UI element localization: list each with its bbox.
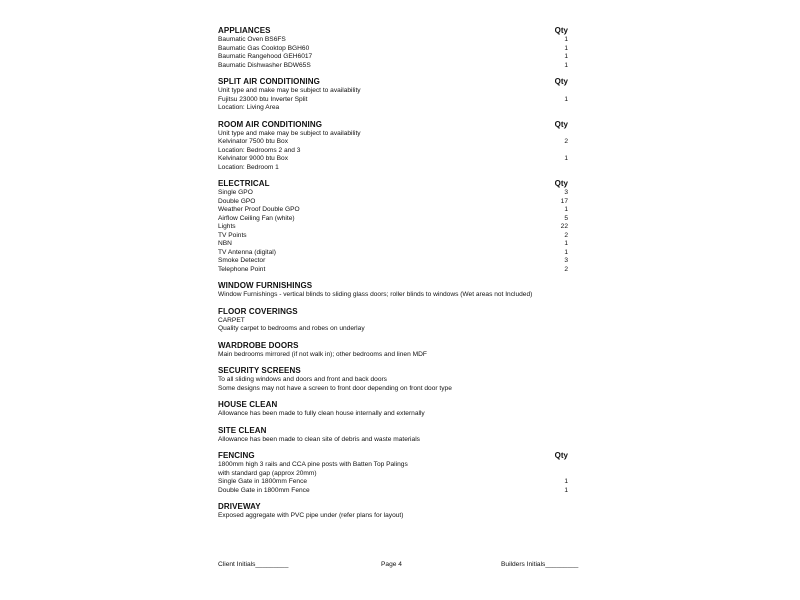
section-title: SECURITY SCREENS [218, 366, 301, 375]
section-title: SITE CLEAN [218, 425, 267, 435]
section-header [218, 307, 568, 317]
section-title: FENCING [218, 451, 255, 460]
line-item-qty: 1 [564, 36, 568, 43]
section-title: DRIVEWAY [218, 502, 261, 511]
line-item [218, 351, 568, 360]
line-item-text: Single GPO [218, 189, 253, 196]
section-title: WINDOW FURNISHINGS [218, 281, 313, 290]
line-item-qty: 1 [564, 240, 568, 247]
section-header [218, 120, 568, 130]
line-item [218, 96, 568, 105]
section-header [218, 77, 568, 87]
client-initials: Client Initials_________ [218, 561, 289, 568]
section-title: FLOOR COVERINGS [218, 306, 298, 316]
line-item-text: Location: Bedroom 1 [218, 163, 279, 171]
line-item-qty: 1 [564, 44, 568, 52]
page-number: Page 4 [381, 561, 402, 568]
section-title: ROOM AIR CONDITIONING [218, 119, 323, 129]
line-item [218, 461, 568, 470]
line-item-text: Baumatic Dishwasher BDW65S [218, 61, 311, 69]
section-title: WARDROBE DOORS [218, 340, 299, 350]
line-item-text: To all sliding windows and doors and front and back doors [218, 376, 387, 383]
section-title: APPLIANCES [218, 26, 271, 35]
qty-header: Qty [554, 179, 568, 188]
line-item [218, 512, 568, 521]
line-item-qty: 3 [564, 257, 568, 264]
line-item [218, 478, 568, 487]
line-item [218, 45, 568, 54]
line-item-text: Lights [218, 223, 236, 230]
line-item-text: Location: Living Area [218, 104, 280, 111]
line-item [218, 164, 568, 173]
section-appliances [218, 26, 568, 70]
document-page [218, 26, 568, 528]
line-item-text: Weather Proof Double GPO [218, 206, 300, 213]
line-item [218, 470, 568, 479]
section-wardrobe-doors [218, 341, 568, 360]
line-item [218, 249, 568, 258]
section-header [218, 179, 568, 189]
line-item-text: Baumatic Rangehood GEH6017 [218, 53, 313, 60]
line-item [218, 155, 568, 164]
line-item-text: Double Gate in 1800mm Fence [218, 486, 310, 494]
line-item [218, 325, 568, 334]
line-item-qty: 2 [564, 265, 568, 273]
line-item [218, 240, 568, 249]
line-item [218, 62, 568, 71]
line-item-text: TV Points [218, 231, 247, 239]
line-item-text: Telephone Point [218, 265, 266, 273]
line-item-qty: 5 [564, 214, 568, 222]
qty-header: Qty [554, 119, 568, 129]
line-item-text: 1800mm high 3 rails and CCA pine posts with Batten Top Palings [218, 461, 408, 468]
line-item-qty: 1 [564, 478, 568, 485]
line-item-text: CARPET [218, 316, 245, 324]
section-window-furnishings [218, 281, 568, 300]
qty-header: Qty [554, 451, 568, 460]
section-fencing [218, 451, 568, 495]
section-house-clean [218, 400, 568, 419]
section-header [218, 400, 568, 410]
line-item [218, 376, 568, 385]
line-item [218, 257, 568, 266]
line-item [218, 291, 568, 300]
line-item-qty: 1 [564, 95, 568, 103]
section-header [218, 426, 568, 436]
line-item-text: Double GPO [218, 197, 256, 205]
line-item [218, 215, 568, 224]
line-item-qty: 17 [560, 197, 568, 205]
line-item-qty: 22 [560, 223, 568, 230]
section-security-screens [218, 366, 568, 393]
line-item-text: TV Antenna (digital) [218, 248, 276, 256]
line-item-text: Allowance has been made to fully clean house internally and externally [218, 410, 425, 417]
line-item-text: Location: Bedrooms 2 and 3 [218, 146, 301, 154]
line-item-qty: 1 [564, 206, 568, 213]
line-item [218, 138, 568, 147]
line-item-text: Main bedrooms mirrored (if not walk in); other bedrooms and linen MDF [218, 350, 427, 358]
line-item [218, 232, 568, 241]
section-split-air-conditioning [218, 77, 568, 113]
section-title: ELECTRICAL [218, 179, 270, 188]
line-item-text: Fujitsu 23000 btu Inverter Split [218, 95, 308, 103]
line-item [218, 53, 568, 62]
section-driveway [218, 502, 568, 521]
section-header [218, 26, 568, 36]
line-item [218, 266, 568, 275]
builders-initials: Builders Initials_________ [501, 561, 579, 568]
line-item-text: Unit type and make may be subject to availability [218, 129, 361, 137]
section-header [218, 341, 568, 351]
line-item-qty: 2 [564, 138, 568, 145]
line-item-qty: 1 [564, 61, 568, 69]
line-item-text: Exposed aggregate with PVC pipe under (refer plans for layout) [218, 512, 404, 519]
line-item-text: Window Furnishings - vertical blinds to sliding glass doors; roller blinds to windows (Wet areas not Included) [218, 291, 533, 298]
line-item-qty: 1 [564, 53, 568, 60]
section-room-air-conditioning [218, 120, 568, 173]
line-item-text: Single Gate in 1800mm Fence [218, 478, 308, 485]
line-item [218, 130, 568, 139]
line-item-text: NBN [218, 240, 232, 247]
line-item-text: Airflow Ceiling Fan (white) [218, 214, 295, 222]
line-item-text: Kelvinator 7500 btu Box [218, 138, 289, 145]
section-header [218, 502, 568, 512]
line-item [218, 487, 568, 496]
line-item [218, 410, 568, 419]
line-item [218, 104, 568, 113]
line-item-text: Unit type and make may be subject to availability [218, 87, 361, 94]
line-item-text: Smoke Detector [218, 257, 266, 264]
line-item [218, 147, 568, 156]
line-item-text: Baumatic Oven BS6FS [218, 36, 286, 43]
section-header [218, 451, 568, 461]
line-item [218, 36, 568, 45]
line-item-qty: 2 [564, 231, 568, 239]
line-item [218, 206, 568, 215]
line-item-text: Some designs may not have a screen to front door depending on front door type [218, 384, 452, 392]
section-electrical [218, 179, 568, 274]
section-title: SPLIT AIR CONDITIONING [218, 77, 320, 86]
page-footer [0, 561, 800, 571]
line-item [218, 223, 568, 232]
line-item-text: Allowance has been made to clean site of debris and waste materials [218, 435, 420, 443]
line-item [218, 198, 568, 207]
section-floor-coverings [218, 307, 568, 334]
line-item-qty: 3 [564, 189, 568, 196]
line-item [218, 189, 568, 198]
line-item [218, 317, 568, 326]
line-item-qty: 1 [564, 248, 568, 256]
qty-header: Qty [554, 77, 568, 86]
section-header [218, 281, 568, 291]
line-item-qty: 1 [564, 486, 568, 494]
line-item [218, 87, 568, 96]
line-item-text: Quality carpet to bedrooms and robes on underlay [218, 325, 365, 332]
section-site-clean [218, 426, 568, 445]
line-item-text: Baumatic Gas Cooktop BGH60 [218, 44, 310, 52]
section-title: HOUSE CLEAN [218, 400, 278, 409]
line-item-text: with standard gap (approx 20mm) [218, 469, 317, 477]
section-header [218, 366, 568, 376]
line-item [218, 385, 568, 394]
line-item [218, 436, 568, 445]
line-item-text: Kelvinator 9000 btu Box [218, 155, 289, 162]
line-item-qty: 1 [564, 155, 568, 162]
qty-header: Qty [554, 26, 568, 35]
